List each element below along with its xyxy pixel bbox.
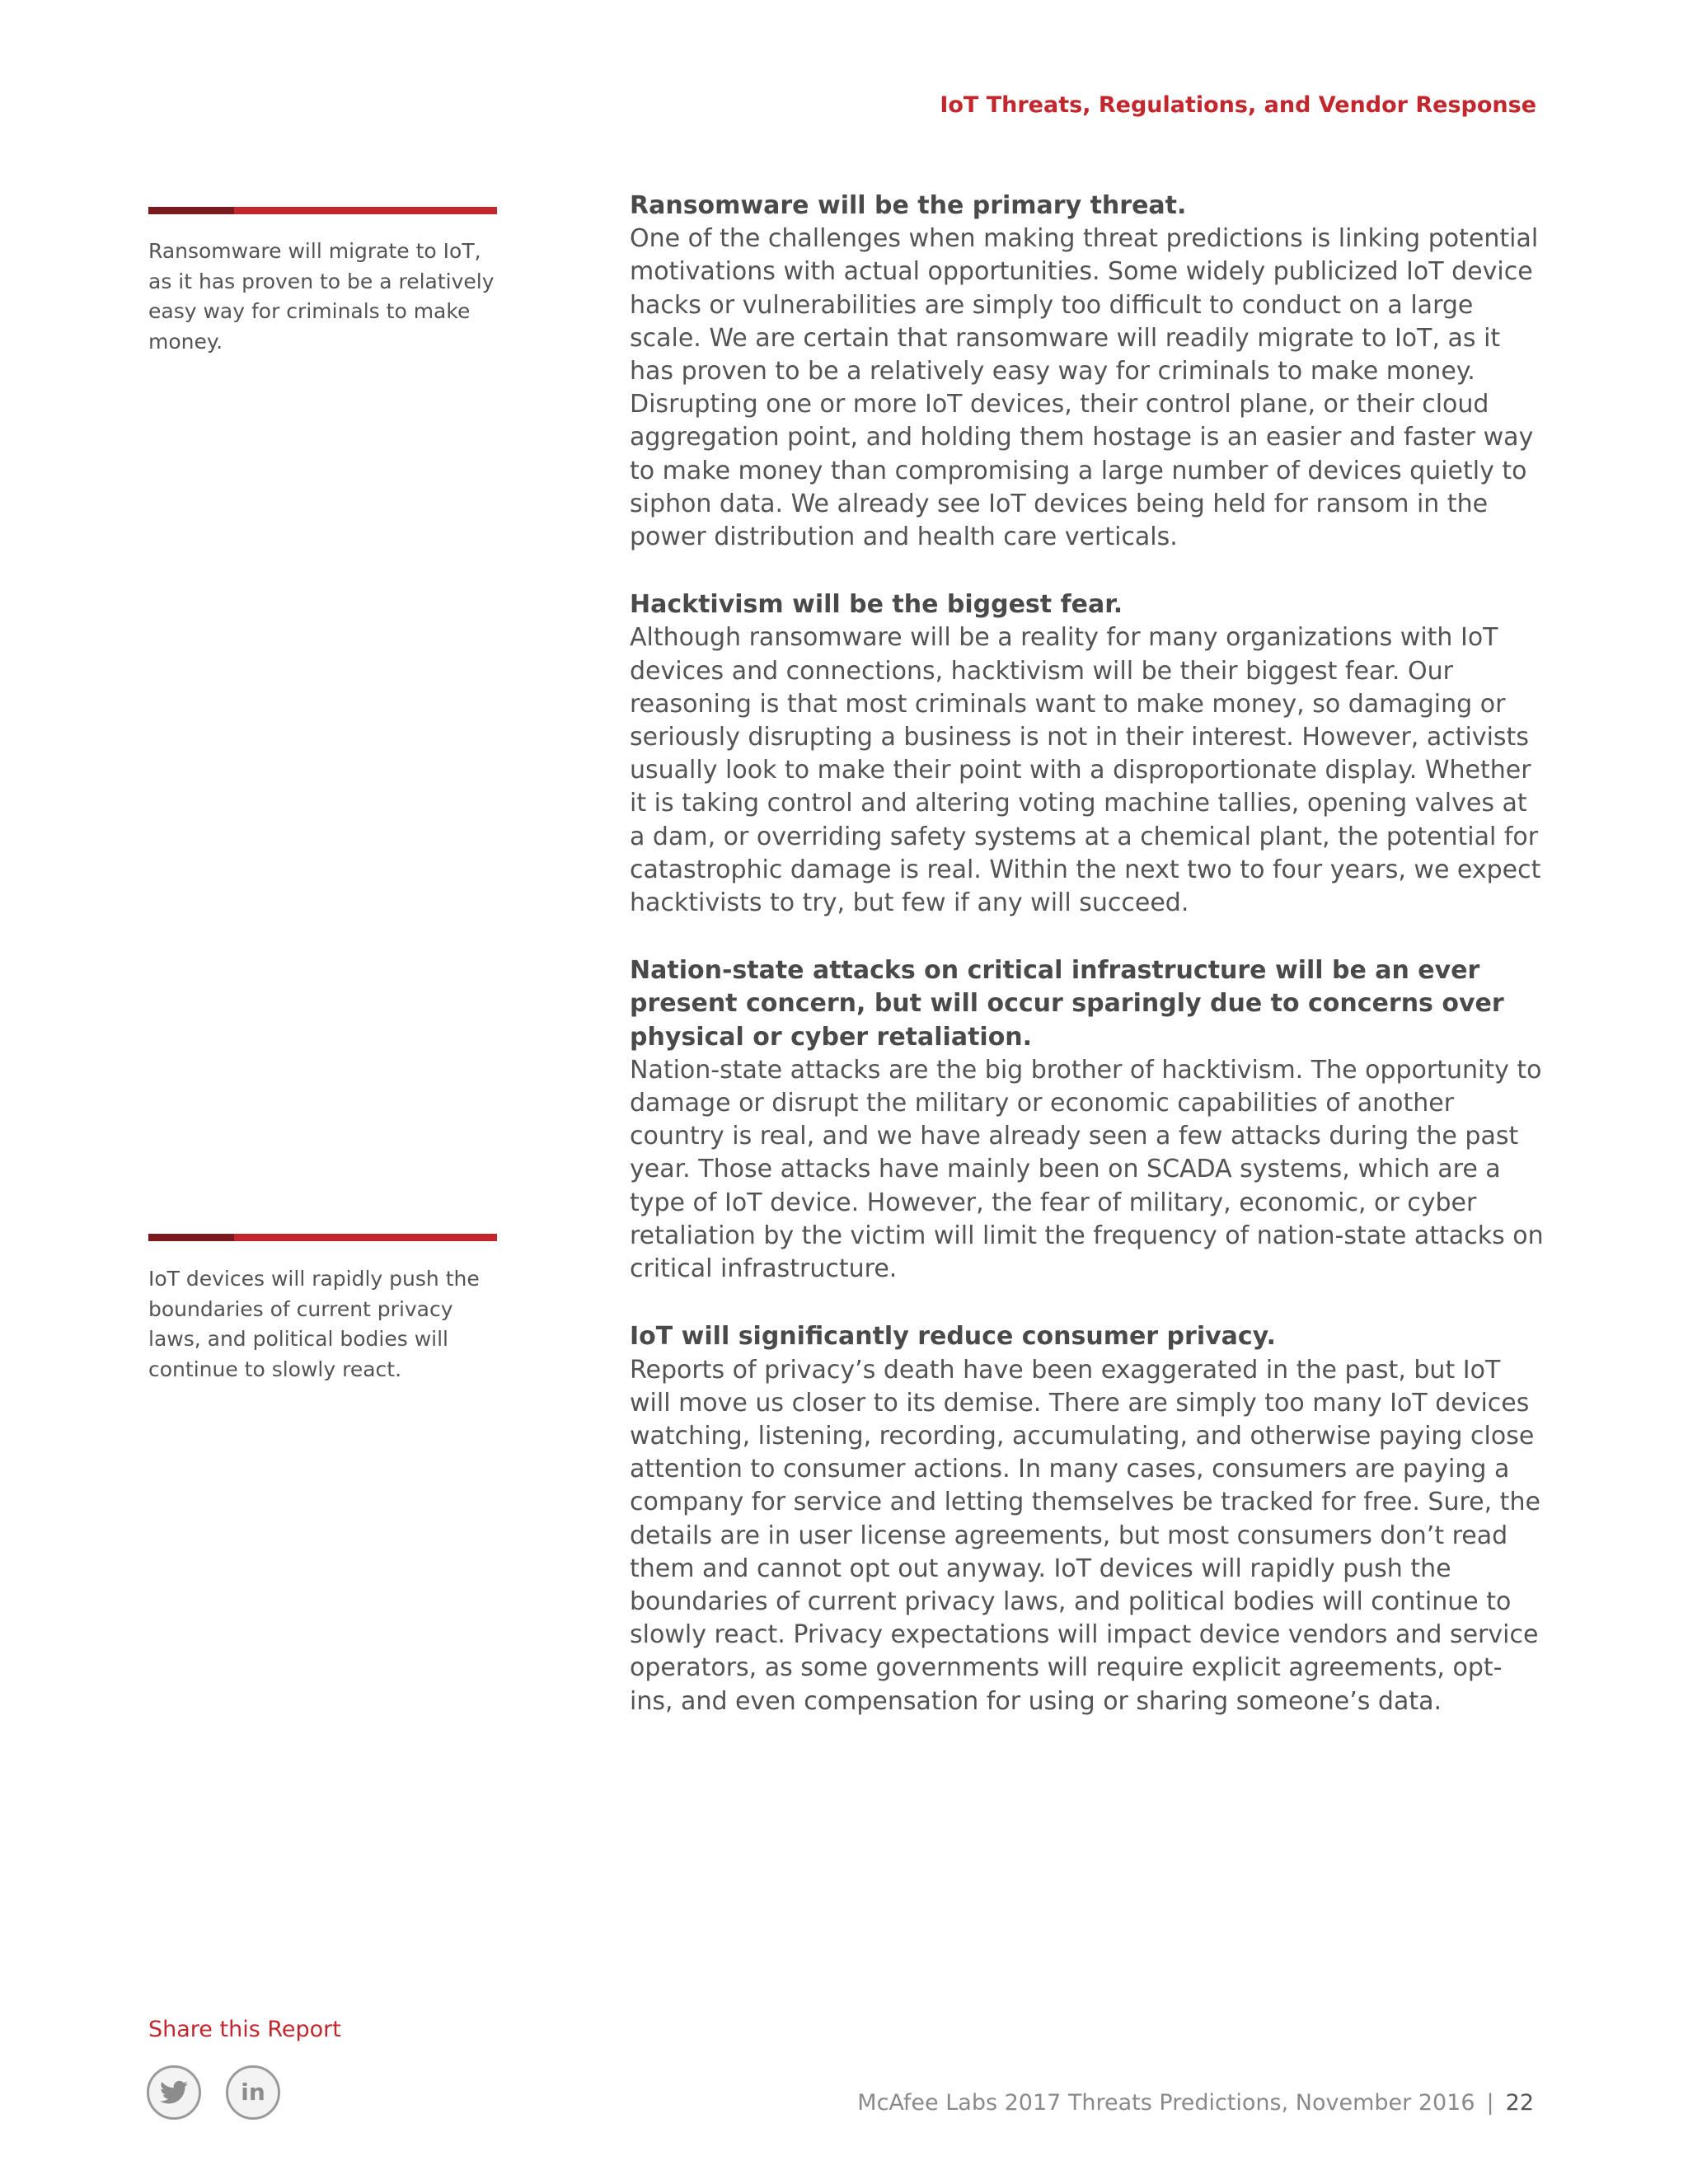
section-body: Reports of privacy’s death have been exaggerated in the past, but IoT will move us closer to its demise. There are simply too many IoT devices watching, listening, recording, accumulating, and otherwise paying close attention to consumer actions. In many cases, consumers are paying a company for service and letting themselves be tracked for free. Sure, the details are in user license agreements, but most consumers don’t read them and cannot opt out anyway. IoT devices will rapidly push the boundaries of current privacy laws, and political bodies will continue to slowly react. Privacy expectations will impact device vendors and service operators, as some governments will require explicit agreements, opt-ins, and even compensation for using or sharing someone’s data. — [630, 1355, 1540, 1716]
page-number: 22 — [1505, 2090, 1534, 2116]
pullquote: IoT devices will rapidly push the boundaries of current privacy laws, and political bodies will continue to slowly react. — [148, 1267, 480, 1381]
section-privacy — [630, 1320, 1545, 1718]
section-hacktivism — [630, 588, 1545, 920]
footer-publication: McAfee Labs 2017 Threats Predictions, November 2016 — [857, 2090, 1475, 2116]
main-content — [630, 190, 1545, 1753]
twitter-share-button[interactable] — [147, 2065, 201, 2120]
pullquote-rule — [148, 207, 497, 214]
section-heading: IoT will significantly reduce consumer privacy. — [630, 1322, 1276, 1352]
linkedin-icon: in — [241, 2079, 265, 2106]
pullquote-rule — [148, 1234, 497, 1241]
section-nation-state — [630, 954, 1545, 1286]
section-heading: Hacktivism will be the biggest fear. — [630, 590, 1123, 620]
section-heading: Ransomware will be the primary threat. — [630, 191, 1187, 220]
linkedin-share-button[interactable] — [226, 2065, 280, 2120]
pullquote: Ransomware will migrate to IoT, as it has proven to be a relatively easy way for criminals to make money. — [148, 239, 495, 354]
footer — [857, 2090, 1534, 2116]
section-body: Nation-state attacks are the big brother of hacktivism. The opportunity to damage or disrupt the military or economic capabilities of another country is real, and we have already seen a few attacks during the past year. Those attacks have mainly been on SCADA systems, which are a type of IoT device. However, the fear of military, economic, or cyber retaliation by the victim will limit the frequency of nation-state attacks on critical infrastructure. — [630, 1055, 1544, 1284]
section-body: One of the challenges when making threat predictions is linking potential motivations with actual opportunities. Some widely publicized IoT device hacks or vulnerabilities are simply too difficult to conduct on a large scale. We are certain that ransomware will readily migrate to IoT, as it has proven to be a relatively easy way for criminals to make money. Disrupting one or more IoT devices, their control plane, or their cloud aggregation point, and holding them hostage is an easier and faster way to make money than compromising a large number of devices quietly to siphon data. We already see IoT devices being held for ransom in the power distribution and health care verticals. — [630, 224, 1539, 552]
footer-separator: | — [1486, 2090, 1494, 2116]
section-ransomware — [630, 190, 1545, 554]
running-header-title: IoT Threats, Regulations, and Vendor Response — [940, 92, 1536, 118]
share-label: Share this Report — [148, 2017, 341, 2042]
section-body: Although ransomware will be a reality for many organizations with IoT devices and connections, hacktivism will be their biggest fear. Our reasoning is that most criminals want to make money, so damaging or seriously disrupting a business is not in their interest. However, activists usually look to make their point with a disproportionate display. Whether it is taking control and altering voting machine tallies, opening valves at a dam, or overriding safety systems at a chemical plant, the potential for catastrophic damage is real. Within the next two to four years, we expect hacktivists to try, but few if any will succeed. — [630, 623, 1541, 918]
section-heading: Nation-state attacks on critical infrastructure will be an ever present concern, but will occur sparingly due to concerns over physical or cyber retaliation. — [630, 956, 1504, 1052]
twitter-icon — [160, 2080, 188, 2105]
